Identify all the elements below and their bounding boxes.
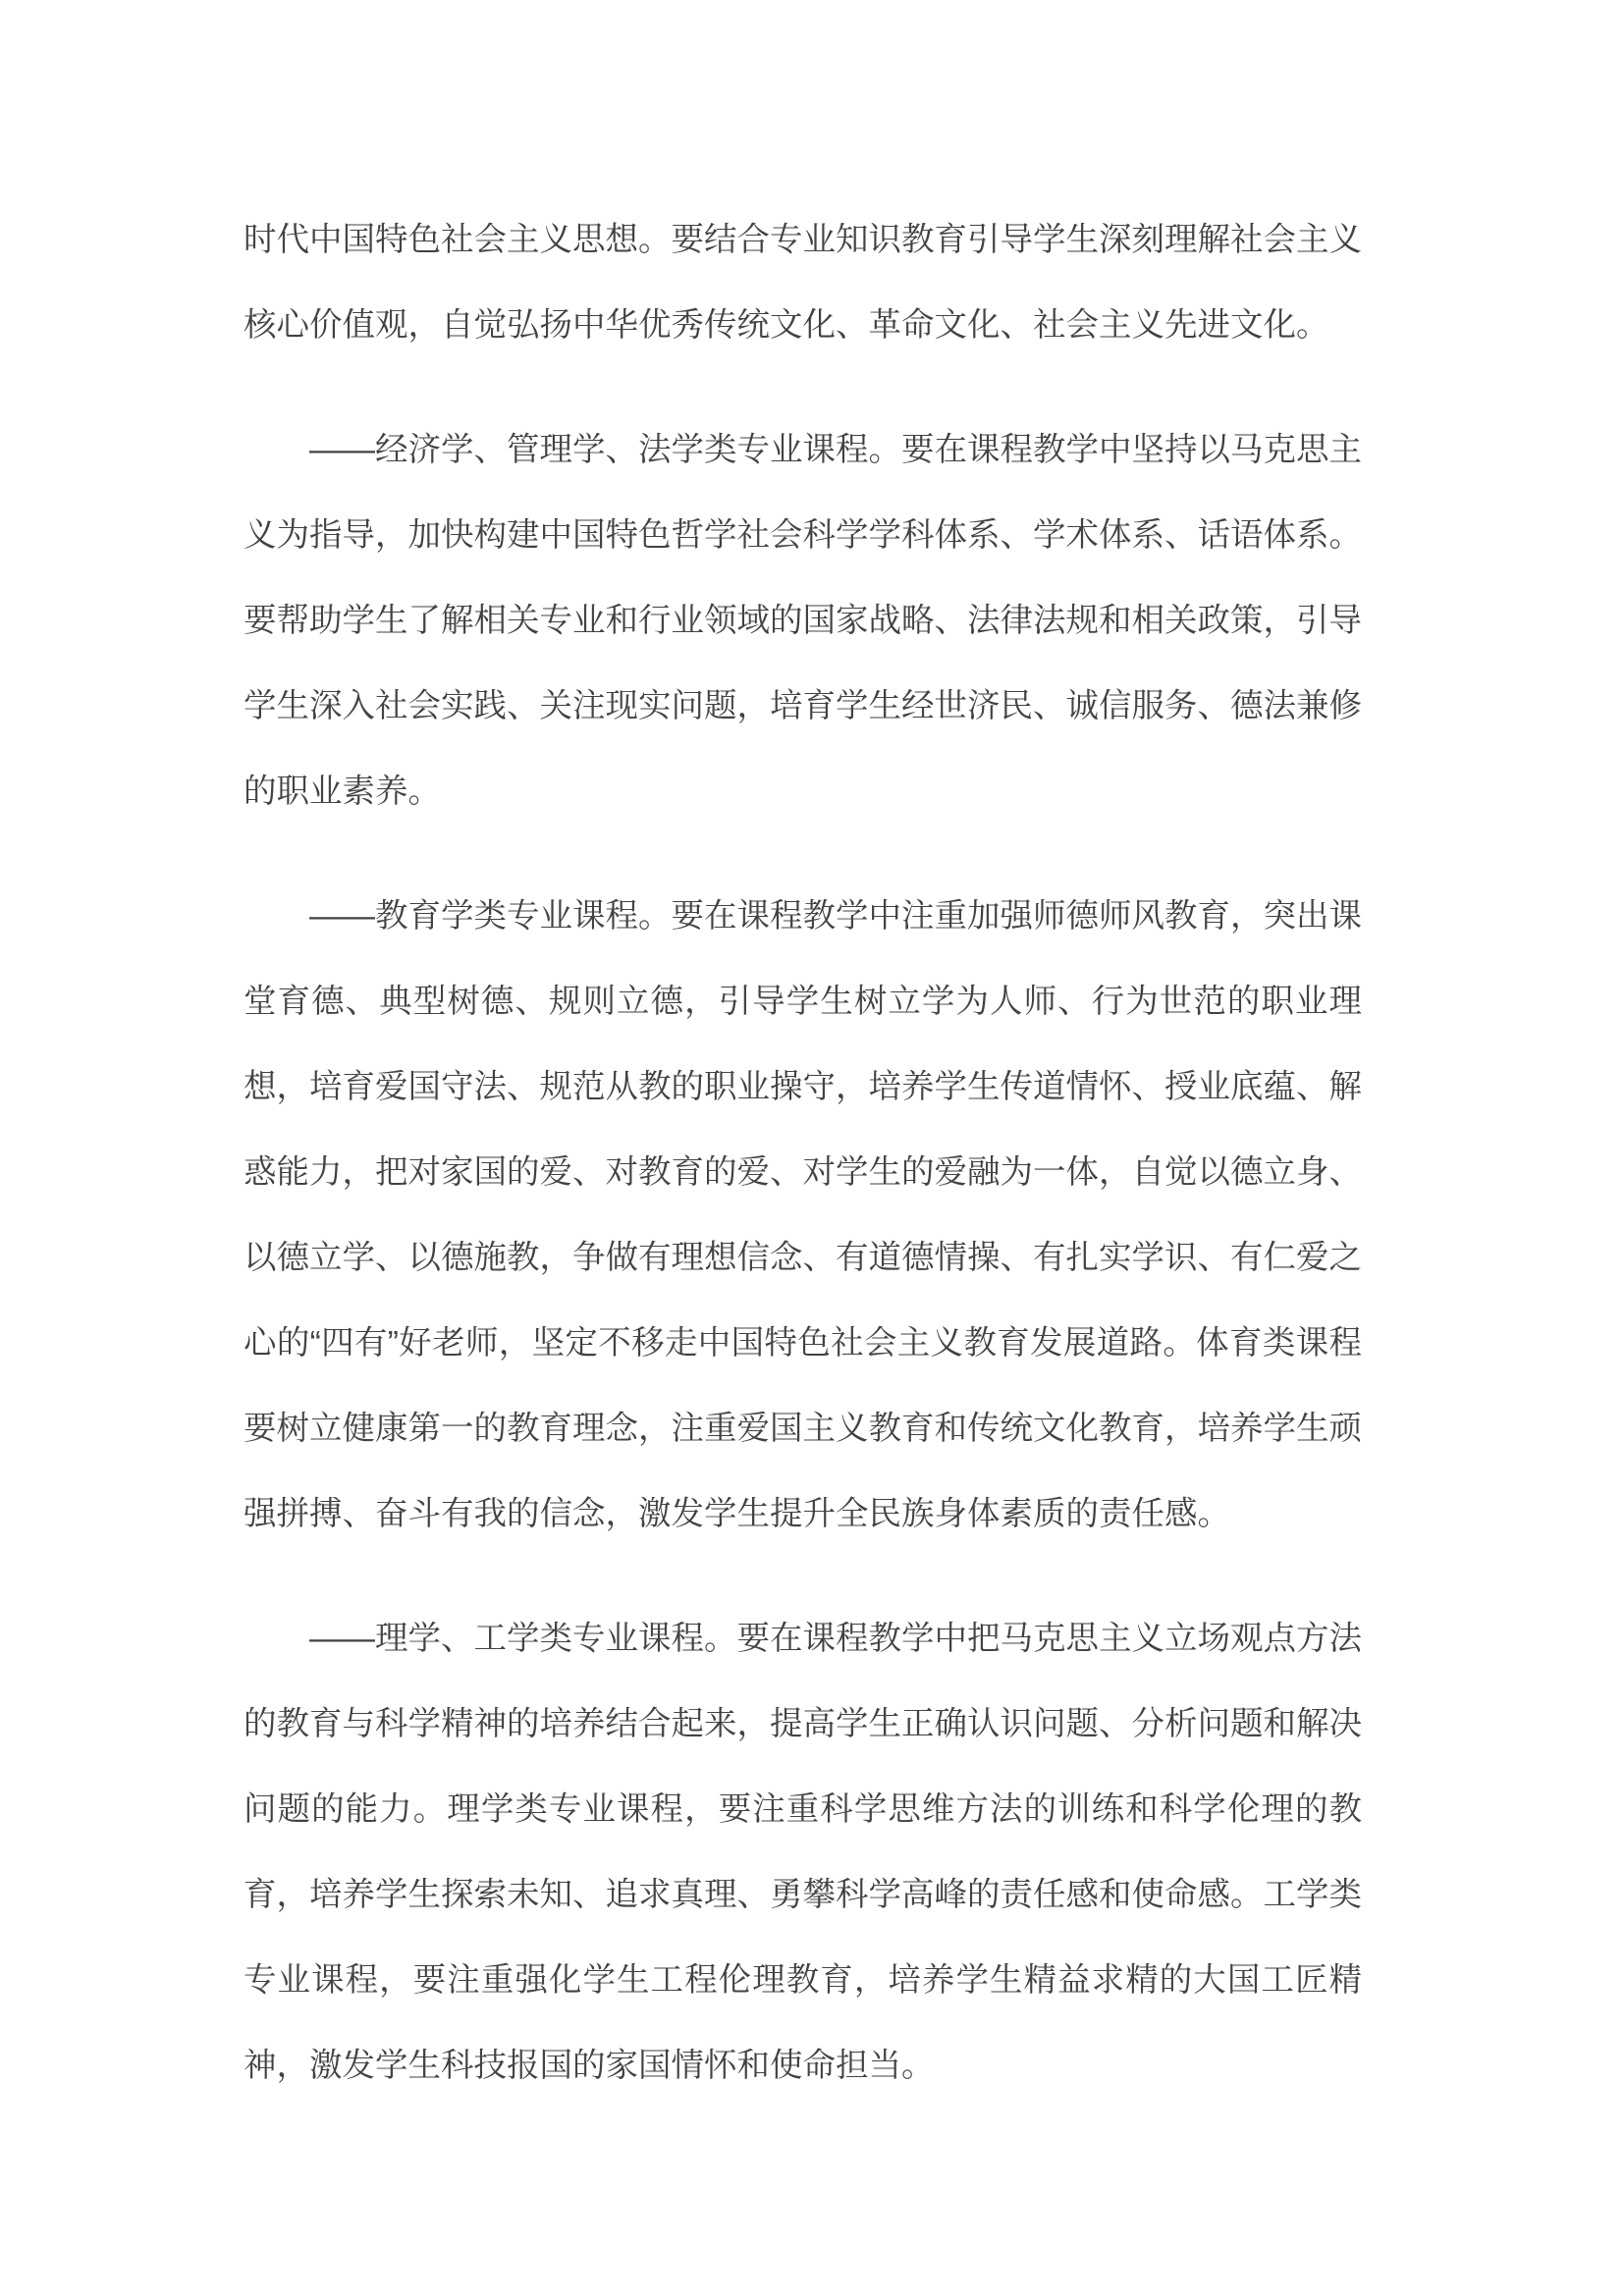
text-column [244, 197, 1362, 2109]
paragraph-econ-mgmt-law: ——经济学、管理学、法学类专业课程。要在课程教学中坚持以马克思主义为指导，加快构建中国特色哲学社会科学学科体系、学术体系、话语体系。要帮助学生了解相关专业和行业领域的国家战略、法律法规和相关政策，引导学生深入社会实践、关注现实问题，培育学生经世济民、诚信服务、德法兼修的职业素养。 [244, 432, 1362, 810]
paragraph-continuation: 时代中国特色社会主义思想。要结合专业知识教育引导学生深刻理解社会主义核心价值观，自觉弘扬中华优秀传统文化、革命文化、社会主义先进文化。 [244, 222, 1362, 344]
paragraph-education: ——教育学类专业课程。要在课程教学中注重加强师德师风教育，突出课堂育德、典型树德、规则立德，引导学生树立学为人师、行为世范的职业理想，培育爱国守法、规范从教的职业操守，培养学生传道情怀、授业底蕴、解惑能力，把对家国的爱、对教育的爱、对学生的爱融为一体，自觉以德立身、以德立学、以德施教，争做有理想信念、有道德情操、有扎实学识、有仁爱之心的“四有”好老师，坚定不移走中国特色社会主义教育发展道路。体育类课程要树立健康第一的教育理念，注重爱国主义教育和传统文化教育，培养学生顽强拼搏、奋斗有我的信念，激发学生提升全民族身体素质的责任感。 [244, 898, 1362, 1532]
paragraph-science-engineering: ——理学、工学类专业课程。要在课程教学中把马克思主义立场观点方法的教育与科学精神的培养结合起来，提高学生正确认识问题、分析问题和解决问题的能力。理学类专业课程，要注重科学思维方法的训练和科学伦理的教育，培养学生探索未知、追求真理、勇攀科学高峰的责任感和使命感。工学类专业课程，要注重强化学生工程伦理教育，培养学生精益求精的大国工匠精神，激发学生科技报国的家国情怀和使命担当。 [244, 1621, 1362, 2084]
